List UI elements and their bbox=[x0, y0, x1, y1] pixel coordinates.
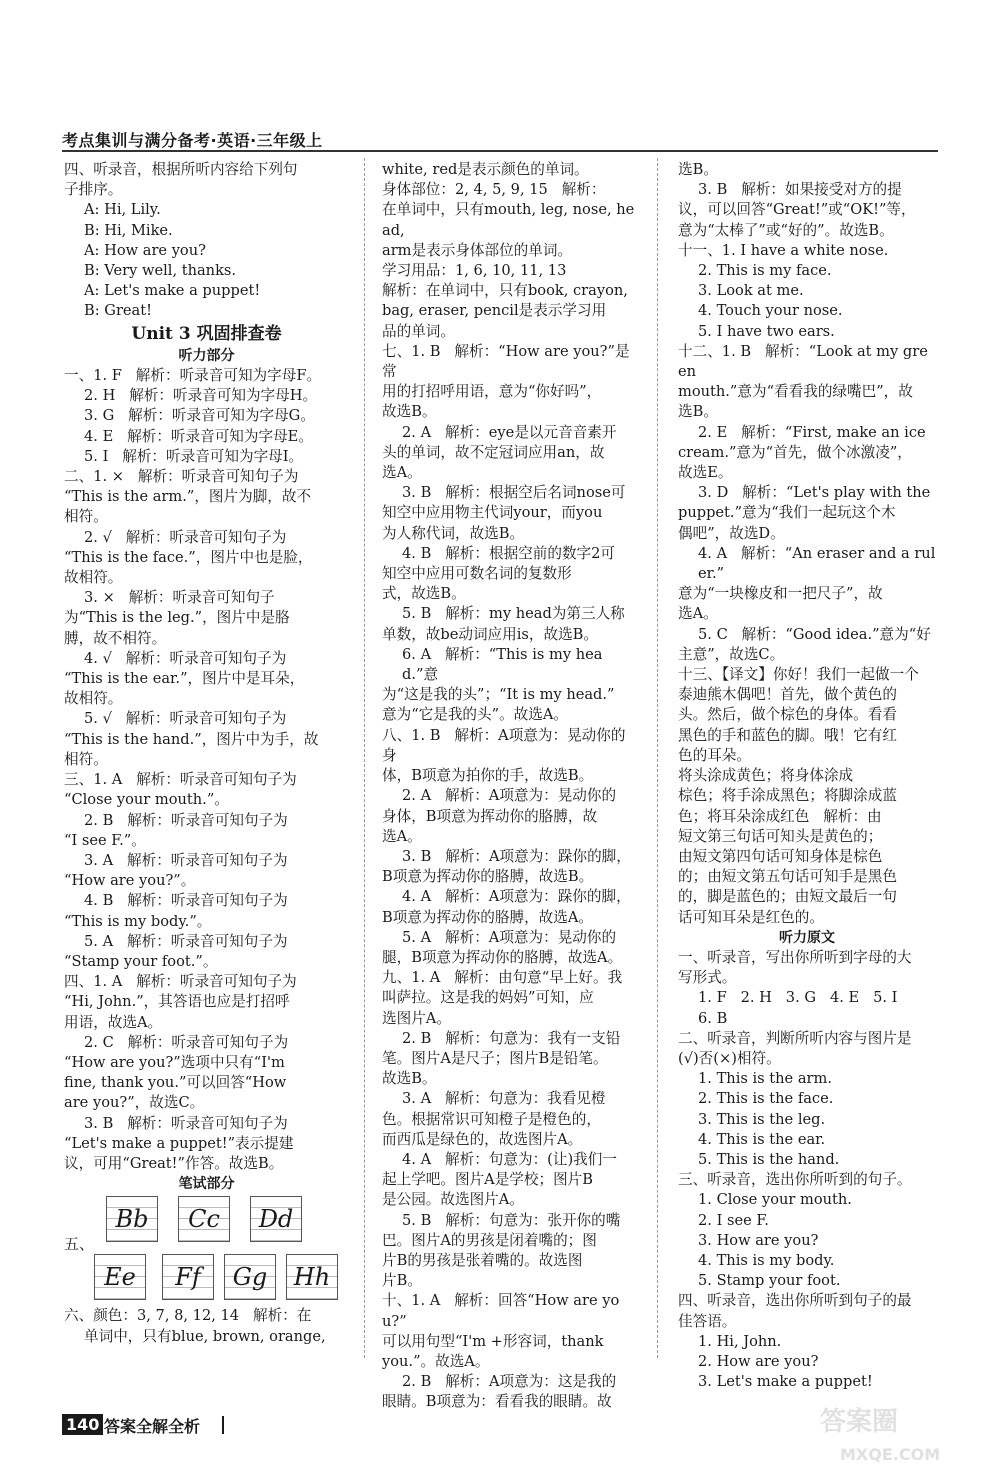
text-line: 4. This is the ear. bbox=[698, 1130, 826, 1148]
column-1 bbox=[64, 160, 349, 1347]
text-line: 为人称代词，故选B。 bbox=[382, 524, 525, 542]
text-line: 八、1. B 解析：A项意为：晃动你的身 bbox=[382, 726, 626, 764]
text-line: “How are you?”。 bbox=[64, 872, 196, 890]
text-line: 十三、【译文】你好！我们一起做一个 bbox=[678, 666, 919, 684]
text-line: white, red是表示颜色的单词。 bbox=[382, 161, 589, 178]
text-line: 2. √ 解析：听录音可知句子为 bbox=[84, 528, 287, 546]
text-line: mouth.”意为“看看我的绿嘴巴”，故 bbox=[678, 383, 913, 401]
text-line: 故相符。 bbox=[64, 690, 123, 708]
text-line: 用的打招呼用语，意为“你好吗”， bbox=[382, 383, 602, 401]
text-line: 2. This is my face. bbox=[698, 262, 832, 280]
footer-bar bbox=[222, 1416, 224, 1434]
text-line: 四、听录音，根据所听内容给下列句 bbox=[64, 161, 298, 178]
text-line: 4. A 解析：“An eraser and a ruler.” bbox=[698, 544, 936, 583]
text-line: 5. B 解析：my head为第三人称 bbox=[402, 605, 625, 623]
text-line: 而西瓜是绿色的，故选图片A。 bbox=[382, 1130, 583, 1148]
text-line: 2. A 解析：A项意为：晃动你的 bbox=[402, 787, 617, 805]
text-line: 3. Let's make a puppet! bbox=[698, 1373, 873, 1391]
text-line: 写形式。 bbox=[678, 969, 737, 987]
text-line: 故选B。 bbox=[382, 403, 437, 421]
text-line: 4. √ 解析：听录音可知句子为 bbox=[84, 649, 287, 667]
text-line: (√)否(×)相符。 bbox=[678, 1049, 781, 1067]
text-line: 棕色；将手涂成黑色；将脚涂成蓝 bbox=[678, 787, 897, 805]
text-line: “Hi, John.”，其答语也应是打招呼 bbox=[64, 993, 290, 1011]
watermark-text: 答案圈 bbox=[820, 1407, 899, 1437]
text-line: 三、1. A 解析：听录音可知句子为 bbox=[64, 771, 297, 789]
text-line: 为“这是我的头”；“It is my head.” bbox=[382, 686, 615, 704]
text-line: 3. Look at me. bbox=[698, 282, 804, 300]
column-divider bbox=[364, 158, 365, 1358]
letter-box: Hh bbox=[286, 1254, 338, 1300]
text-line: 学习用品：1, 6, 10, 11, 13 bbox=[382, 262, 567, 280]
text-line: 的，脚是蓝色的；由短文最后一句 bbox=[678, 888, 897, 906]
text-line: 选A。 bbox=[678, 605, 718, 623]
text-line: 选B。 bbox=[678, 161, 718, 178]
unit-title: Unit 3 巩固排查卷 bbox=[131, 323, 282, 344]
text-line: 3. B 解析：听录音可知句子为 bbox=[84, 1114, 288, 1132]
text-line: 5. √ 解析：听录音可知句子为 bbox=[84, 710, 287, 728]
text-line: 3. How are you? bbox=[698, 1231, 819, 1249]
text-line: 2. E 解析：“First, make an ice bbox=[698, 423, 926, 441]
text-line: 故选B。 bbox=[382, 1070, 437, 1088]
letter-writing-grid bbox=[64, 1196, 349, 1304]
text-line: 2. A 解析：eye是以元音音素开 bbox=[402, 423, 617, 441]
text-line: “This is the ear.”，图片中是耳朵， bbox=[64, 670, 305, 688]
text-line: are you?”，故选C。 bbox=[64, 1094, 205, 1112]
text-line: 3. B 解析：根据空后名词nose可 bbox=[402, 484, 626, 502]
text-line: 十二、1. B 解析：“Look at my green bbox=[678, 342, 928, 381]
text-line: 相符。 bbox=[64, 750, 108, 768]
col3-answers bbox=[678, 160, 936, 928]
text-line: cream.”意为“首先，做个冰激凌”， bbox=[678, 443, 912, 461]
col1-intro bbox=[64, 160, 349, 322]
text-line: 七、1. B 解析：“How are you?”是常 bbox=[382, 342, 630, 381]
text-line: 十、1. A 解析：回答“How are you?” bbox=[382, 1292, 620, 1330]
text-line: 话可知耳朵是红色的。 bbox=[678, 908, 824, 926]
text-line: 单数，故be动词应用is，故选B。 bbox=[382, 625, 598, 643]
text-line: 片B。 bbox=[382, 1272, 422, 1290]
text-line: 是公园。故选图片A。 bbox=[382, 1191, 524, 1209]
text-line: 相符。 bbox=[64, 508, 108, 526]
text-line: 六、颜色：3, 7, 8, 12, 14 解析：在 bbox=[64, 1307, 312, 1325]
text-line: 用语，故选A。 bbox=[64, 1013, 163, 1031]
text-line: bag, eraser, pencil是表示学习用 bbox=[382, 302, 607, 320]
text-line: “How are you?”选项中只有“I'm bbox=[64, 1053, 285, 1071]
letter-box: Ee bbox=[94, 1254, 146, 1300]
text-line: 主意”，故选C。 bbox=[678, 645, 785, 663]
text-line: 3. × 解析：听录音可知句子 bbox=[84, 589, 275, 607]
text-line: 身体，B项意为挥动你的胳膊，故 bbox=[382, 807, 598, 825]
text-line: 4. Touch your nose. bbox=[698, 302, 843, 320]
text-line: B项意为挥动你的胳膊，故选B。 bbox=[382, 868, 594, 886]
text-line: 巴。图片A的男孩是闭着嘴的；图 bbox=[382, 1231, 597, 1249]
text-line: 起上学吧。图片A是学校；图片B bbox=[382, 1171, 593, 1189]
watermark-url: MXQE.COM bbox=[840, 1445, 941, 1464]
text-line: 选B。 bbox=[678, 403, 718, 421]
text-line: 四、听录音，选出你所听到句子的最 bbox=[678, 1292, 912, 1310]
written-section-title: 笔试部分 bbox=[178, 1176, 235, 1193]
text-line: 选图片A。 bbox=[382, 1009, 451, 1027]
text-line: 在单词中，只有mouth, leg, nose, head, bbox=[382, 201, 635, 239]
text-line: 头的单词，故不定冠词应用an，故 bbox=[382, 443, 605, 461]
text-line: 腿，B项意为挥动你的胳膊，故选A。 bbox=[382, 948, 623, 966]
text-line: B: Great! bbox=[84, 302, 152, 320]
footer-label: 答案全解全析 bbox=[104, 1417, 201, 1436]
text-line: 意为“一块橡皮和一把尺子”，故 bbox=[678, 585, 883, 603]
text-line: 3. G 解析：听录音可知为字母G。 bbox=[84, 407, 315, 425]
text-line: 色。根据常识可知橙子是橙色的， bbox=[382, 1110, 601, 1128]
text-line: 意为“它是我的头”。故选A。 bbox=[382, 706, 568, 724]
text-line: B: Very well, thanks. bbox=[84, 262, 237, 280]
text-line: 叫萨拉。这是我的妈妈”可知，应 bbox=[382, 989, 594, 1007]
text-line: 3. B 解析：如果接受对方的提 bbox=[698, 181, 902, 199]
text-line: 4. B 解析：根据空前的数字2可 bbox=[402, 544, 616, 562]
text-line: 片B的男孩是张着嘴的。故选图 bbox=[382, 1251, 583, 1269]
text-line: 4. A 解析：句意为：(让)我们一 bbox=[402, 1150, 617, 1168]
text-line: 5. A 解析：A项意为：晃动你的 bbox=[402, 928, 617, 946]
text-line: 选A。 bbox=[382, 827, 422, 845]
text-line: 短文第三句话可知头是黄色的； bbox=[678, 827, 883, 845]
text-line: 3. A 解析：句意为：我看见橙 bbox=[402, 1090, 606, 1108]
text-line: “Stamp your foot.”。 bbox=[64, 952, 218, 970]
col1-tail bbox=[64, 1306, 349, 1346]
text-line: “Let's make a puppet!”表示提建 bbox=[64, 1134, 294, 1152]
running-header: 考点集训与满分备考·英语·三年级上 bbox=[62, 131, 323, 150]
listening-text-title: 听力原文 bbox=[779, 929, 835, 946]
text-line: 1. Hi, John. bbox=[698, 1332, 782, 1350]
text-line: 2. This is the face. bbox=[698, 1090, 834, 1108]
text-line: 6. A 解析：“This is my head.”意 bbox=[402, 645, 603, 684]
text-line: 5. Stamp your foot. bbox=[698, 1272, 841, 1290]
page-number: 140 bbox=[62, 1414, 103, 1435]
text-line: 色；将耳朵涂成红色 解析：由 bbox=[678, 807, 882, 825]
text-line: 1. This is the arm. bbox=[698, 1070, 832, 1088]
text-line: 体，B项意为拍你的手，故选B。 bbox=[382, 767, 594, 785]
text-line: 十一、1. I have a white nose. bbox=[678, 241, 889, 259]
header-rule bbox=[62, 150, 938, 152]
text-line: 2. B 解析：A项意为：这是我的 bbox=[402, 1373, 617, 1391]
text-line: 2. B 解析：句意为：我有一支铅 bbox=[402, 1029, 621, 1047]
text-line: 1. Close your mouth. bbox=[698, 1191, 852, 1209]
text-line: “This is the face.”，图片中也是脸， bbox=[64, 548, 313, 566]
text-line: 的；由短文第五句话可知手是黑色 bbox=[678, 868, 897, 886]
text-line: 议，可用“Great!”作答。故选B。 bbox=[64, 1154, 284, 1172]
text-line: 5. This is the hand. bbox=[698, 1150, 840, 1168]
text-line: 2. I see F. bbox=[698, 1211, 769, 1229]
text-line: 一、1. F 解析：听录音可知为字母F。 bbox=[64, 367, 322, 385]
text-line: 3. B 解析：A项意为：跺你的脚， bbox=[402, 847, 631, 865]
text-line: 眼睛。B项意为：看看我的眼睛。故 bbox=[382, 1393, 612, 1411]
column-3 bbox=[678, 160, 936, 1392]
text-line: B项意为挥动你的胳膊，故选A。 bbox=[382, 908, 593, 926]
text-line: 头。然后，做个棕色的身体。看看 bbox=[678, 706, 897, 724]
text-line: A: Hi, Lily. bbox=[84, 201, 161, 219]
text-line: 5. C 解析：“Good idea.”意为“好 bbox=[698, 625, 931, 643]
letter-box: Gg bbox=[224, 1254, 276, 1300]
text-line: 4. This is my body. bbox=[698, 1251, 835, 1269]
text-line: A: Let's make a puppet! bbox=[84, 282, 261, 300]
watermark-logo bbox=[810, 1400, 970, 1470]
letter-box: Bb bbox=[106, 1196, 158, 1242]
text-line: 5. I have two ears. bbox=[698, 322, 835, 340]
letter-box: Dd bbox=[250, 1196, 302, 1242]
text-line: “This is the arm.”，图片为脚，故不 bbox=[64, 488, 312, 506]
text-line: 选A。 bbox=[382, 464, 422, 482]
text-line: 二、1. × 解析：听录音可知句子为 bbox=[64, 468, 299, 486]
text-line: A: How are you? bbox=[84, 241, 206, 259]
text-line: 九、1. A 解析：由句意“早上好。我 bbox=[382, 969, 623, 987]
text-line: “I see F.”。 bbox=[64, 831, 146, 849]
text-line: 2. B 解析：听录音可知句子为 bbox=[84, 811, 288, 829]
col2-answers bbox=[382, 160, 637, 1413]
text-line: 知空中应用可数名词的复数形 bbox=[382, 565, 572, 583]
text-line: 3. This is the leg. bbox=[698, 1110, 826, 1128]
text-line: 议，可以回答“Great!”或“OK!”等， bbox=[678, 201, 916, 219]
text-line: 一、听录音，写出你所听到字母的大 bbox=[678, 948, 912, 966]
text-line: 二、听录音，判断所听内容与图片是 bbox=[678, 1029, 912, 1047]
text-line: 1. F 2. H 3. G 4. E 5. I bbox=[698, 989, 898, 1007]
text-line: 身体部位：2, 4, 5, 9, 15 解析： bbox=[382, 181, 606, 199]
text-line: puppet.”意为“我们一起玩这个木 bbox=[678, 504, 896, 522]
text-line: 黑色的手和蓝色的脚。哦！它有红 bbox=[678, 726, 897, 744]
text-line: 3. A 解析：听录音可知句子为 bbox=[84, 851, 288, 869]
col1-answers bbox=[64, 366, 349, 1174]
text-line: B: Hi, Mike. bbox=[84, 221, 173, 239]
text-line: 2. C 解析：听录音可知句子为 bbox=[84, 1033, 289, 1051]
text-line: fine, thank you.”可以回答“How bbox=[64, 1074, 287, 1092]
text-line: 2. H 解析：听录音可知为字母H。 bbox=[84, 387, 318, 405]
text-line: 膊，故不相符。 bbox=[64, 629, 167, 647]
text-line: 意为“太棒了”或“好的”。故选B。 bbox=[678, 221, 894, 239]
text-line: 4. B 解析：听录音可知句子为 bbox=[84, 892, 288, 910]
text-line: 由短文第四句话可知身体是棕色 bbox=[678, 847, 883, 865]
text-line: 5. B 解析：句意为：张开你的嘴 bbox=[402, 1211, 621, 1229]
text-line: 子排序。 bbox=[64, 181, 123, 199]
column-divider bbox=[657, 158, 658, 1358]
text-line: 4. E 解析：听录音可知为字母E。 bbox=[84, 427, 313, 445]
text-line: 知空中应用物主代词your，而you bbox=[382, 504, 603, 522]
text-line: 四、1. A 解析：听录音可知句子为 bbox=[64, 973, 297, 991]
text-line: you.”。故选A。 bbox=[382, 1352, 490, 1370]
text-line: “This is my body.”。 bbox=[64, 912, 212, 930]
col3-listening-text bbox=[678, 948, 936, 1392]
text-line: 6. B bbox=[698, 1009, 728, 1027]
text-line: 5. A 解析：听录音可知句子为 bbox=[84, 932, 288, 950]
text-line: 解析：在单词中，只有book, crayon, bbox=[382, 282, 628, 300]
text-line: 5. I 解析：听录音可知为字母I。 bbox=[84, 447, 304, 465]
text-line: 故相符。 bbox=[64, 569, 123, 587]
text-line: 笔。图片A是尺子；图片B是铅笔。 bbox=[382, 1049, 608, 1067]
text-line: 佳答语。 bbox=[678, 1312, 737, 1330]
letter-box: Ff bbox=[162, 1254, 214, 1300]
text-line: 三、听录音，选出你所听到的句子。 bbox=[678, 1171, 912, 1189]
text-line: 为“This is the leg.”，图片中是胳 bbox=[64, 609, 290, 627]
text-line: 4. A 解析：A项意为：跺你的脚， bbox=[402, 888, 631, 906]
column-2 bbox=[382, 160, 637, 1413]
section-five-label: 五、 bbox=[64, 1235, 95, 1254]
text-line: 式，故选B。 bbox=[382, 585, 466, 603]
text-line: 将头涂成黄色；将身体涂成 bbox=[678, 767, 854, 785]
text-line: 品的单词。 bbox=[382, 322, 455, 340]
text-line: “This is the hand.”，图片中为手，故 bbox=[64, 730, 319, 748]
text-line: 可以用句型“I'm +形容词，thank bbox=[382, 1332, 604, 1350]
letter-box: Cc bbox=[178, 1196, 230, 1242]
text-line: 2. How are you? bbox=[698, 1352, 819, 1370]
listening-section-title: 听力部分 bbox=[178, 347, 235, 364]
text-line: 3. D 解析：“Let's play with the bbox=[698, 484, 931, 502]
text-line: 泰迪熊木偶吧！首先，做个黄色的 bbox=[678, 686, 897, 704]
text-line: 色的耳朵。 bbox=[678, 746, 751, 764]
text-line: 单词中，只有blue, brown, orange, bbox=[84, 1327, 326, 1345]
text-line: 故选E。 bbox=[678, 464, 733, 482]
text-line: arm是表示身体部位的单词。 bbox=[382, 241, 573, 259]
text-line: “Close your mouth.”。 bbox=[64, 791, 229, 809]
text-line: 偶吧”，故选D。 bbox=[678, 524, 785, 542]
